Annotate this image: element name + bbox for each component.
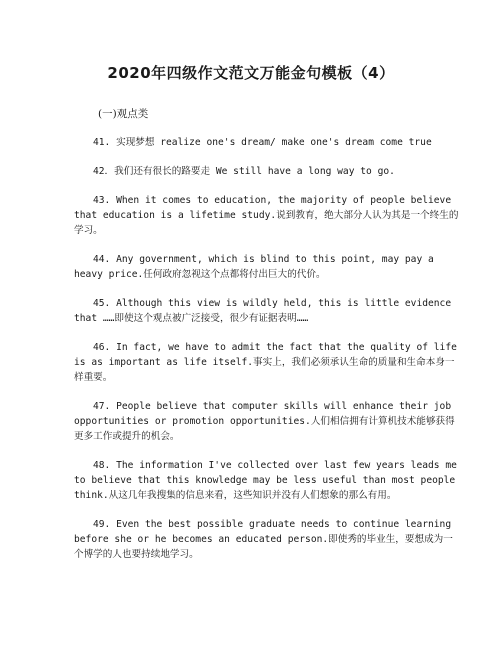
sentence-item: 47. People believe that computer skills will enhance their job opportunities or promotion opportunities.人们相信拥有计算机技术能够获得更多工作或提升的机会。 — [74, 401, 455, 442]
section-heading: (一)观点类 — [98, 108, 149, 120]
sentence-item: 49. Even the best possible graduate needs to continue learning before she or he becomes an educated person.即使秀的毕业生，要想成为一个博学的人也要持续地学习。 — [74, 519, 453, 560]
sentence-item: 44. Any government, which is blind to this point, may pay a heavy price.任何政府忽视这个点都将付出巨大的代价。 — [74, 254, 434, 280]
sentence-item: 42．我们还有很长的路要走 We still have a long way to go. — [93, 166, 395, 177]
sentence-item: 45. Although this view is wildly held, this is little evidence that ……即使这个观点被广泛接受，很少有证据表明…… — [74, 298, 452, 324]
sentence-item: 48. The information I've collected over last few years leads me to believe that this knowledge may be less useful than most people think.从这几年我搜集的信息来看，这些知识并没有人们想象的那么有用。 — [74, 460, 457, 501]
document-title: 2020年四级作文范文万能金句模板（4） — [107, 64, 395, 82]
sentence-item: 43. When it comes to education, the majority of people believe that education is a lifetime study.说到教育，绝大部分人认为其是一个终生的学习。 — [74, 195, 459, 236]
sentence-item: 46. In fact, we have to admit the fact that the quality of life is as important as life itself.事实上，我们必须承认生命的质量和生命本身一样重要。 — [74, 342, 457, 383]
sentence-item: 41. 实现梦想 realize one's dream/ make one's dream come true — [93, 137, 432, 148]
